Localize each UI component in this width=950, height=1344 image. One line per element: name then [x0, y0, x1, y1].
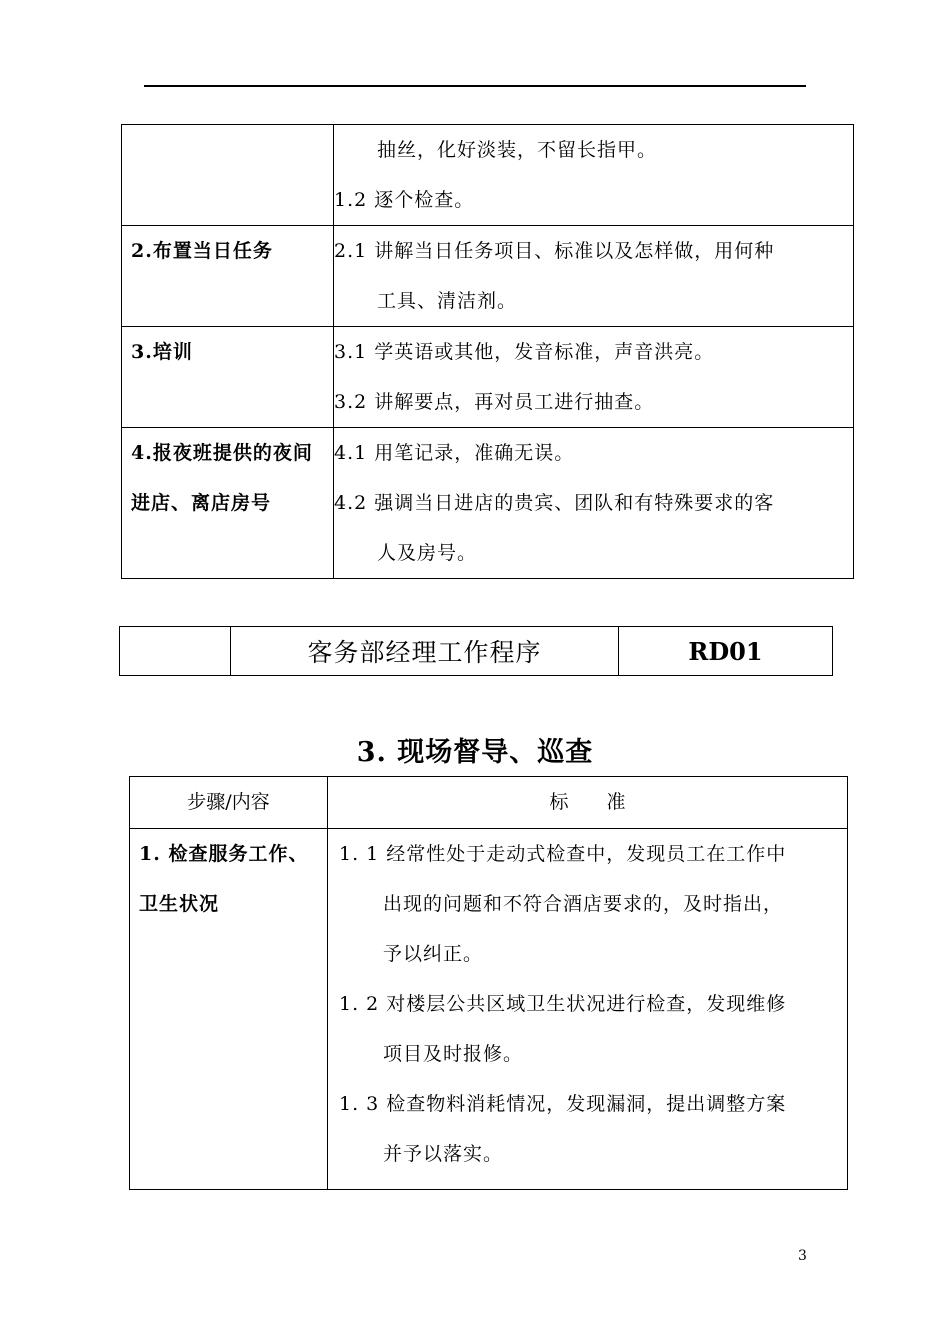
document-title-box	[119, 626, 833, 676]
document-title: 客务部经理工作程序	[231, 627, 619, 676]
standard-line: 人及房号。	[377, 542, 478, 564]
table-row	[130, 829, 848, 1190]
standard-line: 3.1 学英语或其他，发音标准，声音洪亮。	[334, 341, 715, 363]
table-row	[122, 327, 854, 428]
standard-line: 3.2 讲解要点，再对员工进行抽查。	[334, 391, 655, 413]
table-row	[122, 428, 854, 579]
standard-cell	[334, 428, 854, 579]
standard-cell	[328, 829, 848, 1190]
table-row	[122, 226, 854, 327]
step-label: 4.报夜班提供的夜间	[131, 442, 313, 464]
standard-cell	[334, 125, 854, 226]
supervision-table	[129, 776, 848, 1190]
standard-line: 1. 3 检查物料消耗情况，发现漏洞，提出调整方案	[339, 1093, 787, 1115]
step-label: 1. 检查服务工作、	[139, 843, 309, 865]
title-box-empty-cell	[120, 627, 231, 676]
procedure-table-continued	[121, 124, 854, 579]
step-cell	[122, 226, 334, 327]
standard-line: 项目及时报修。	[383, 1043, 524, 1065]
step-cell	[122, 327, 334, 428]
header-rule	[144, 85, 806, 87]
table-header-row	[130, 777, 848, 829]
header-step-content: 步骤/内容	[130, 777, 328, 829]
page-number: 3	[798, 1248, 807, 1264]
standard-cell	[334, 226, 854, 327]
standard-line: 1. 2 对楼层公共区域卫生状况进行检查，发现维修	[339, 993, 787, 1015]
standard-line: 出现的问题和不符合酒店要求的，及时指出，	[383, 893, 784, 915]
step-label: 卫生状况	[139, 893, 220, 915]
standard-line: 4.1 用笔记录，准确无误。	[334, 442, 575, 464]
section-title: 3. 现场督导、巡查	[356, 737, 594, 768]
step-cell	[122, 428, 334, 579]
step-cell	[122, 125, 334, 226]
standard-line: 2.1 讲解当日任务项目、标准以及怎样做，用何种	[334, 240, 775, 262]
standard-line: 并予以落实。	[383, 1143, 504, 1165]
step-cell	[130, 829, 328, 1190]
header-standard: 标 准	[328, 777, 848, 829]
standard-line: 抽丝，化好淡装，不留长指甲。	[377, 139, 658, 161]
document-code: RD01	[619, 627, 833, 676]
standard-cell	[334, 327, 854, 428]
standard-line: 1. 1 经常性处于走动式检查中，发现员工在工作中	[339, 843, 787, 865]
step-label: 进店、离店房号	[131, 492, 272, 514]
step-label: 3.培训	[131, 341, 193, 363]
table-row	[122, 125, 854, 226]
standard-line: 工具、清洁剂。	[377, 290, 518, 312]
cell-bottom-padding	[339, 1179, 847, 1189]
standard-line: 予以纠正。	[383, 943, 484, 965]
standard-line: 1.2 逐个检查。	[334, 189, 475, 211]
step-label: 2.布置当日任务	[131, 240, 273, 262]
standard-line: 4.2 强调当日进店的贵宾、团队和有特殊要求的客	[334, 492, 775, 514]
